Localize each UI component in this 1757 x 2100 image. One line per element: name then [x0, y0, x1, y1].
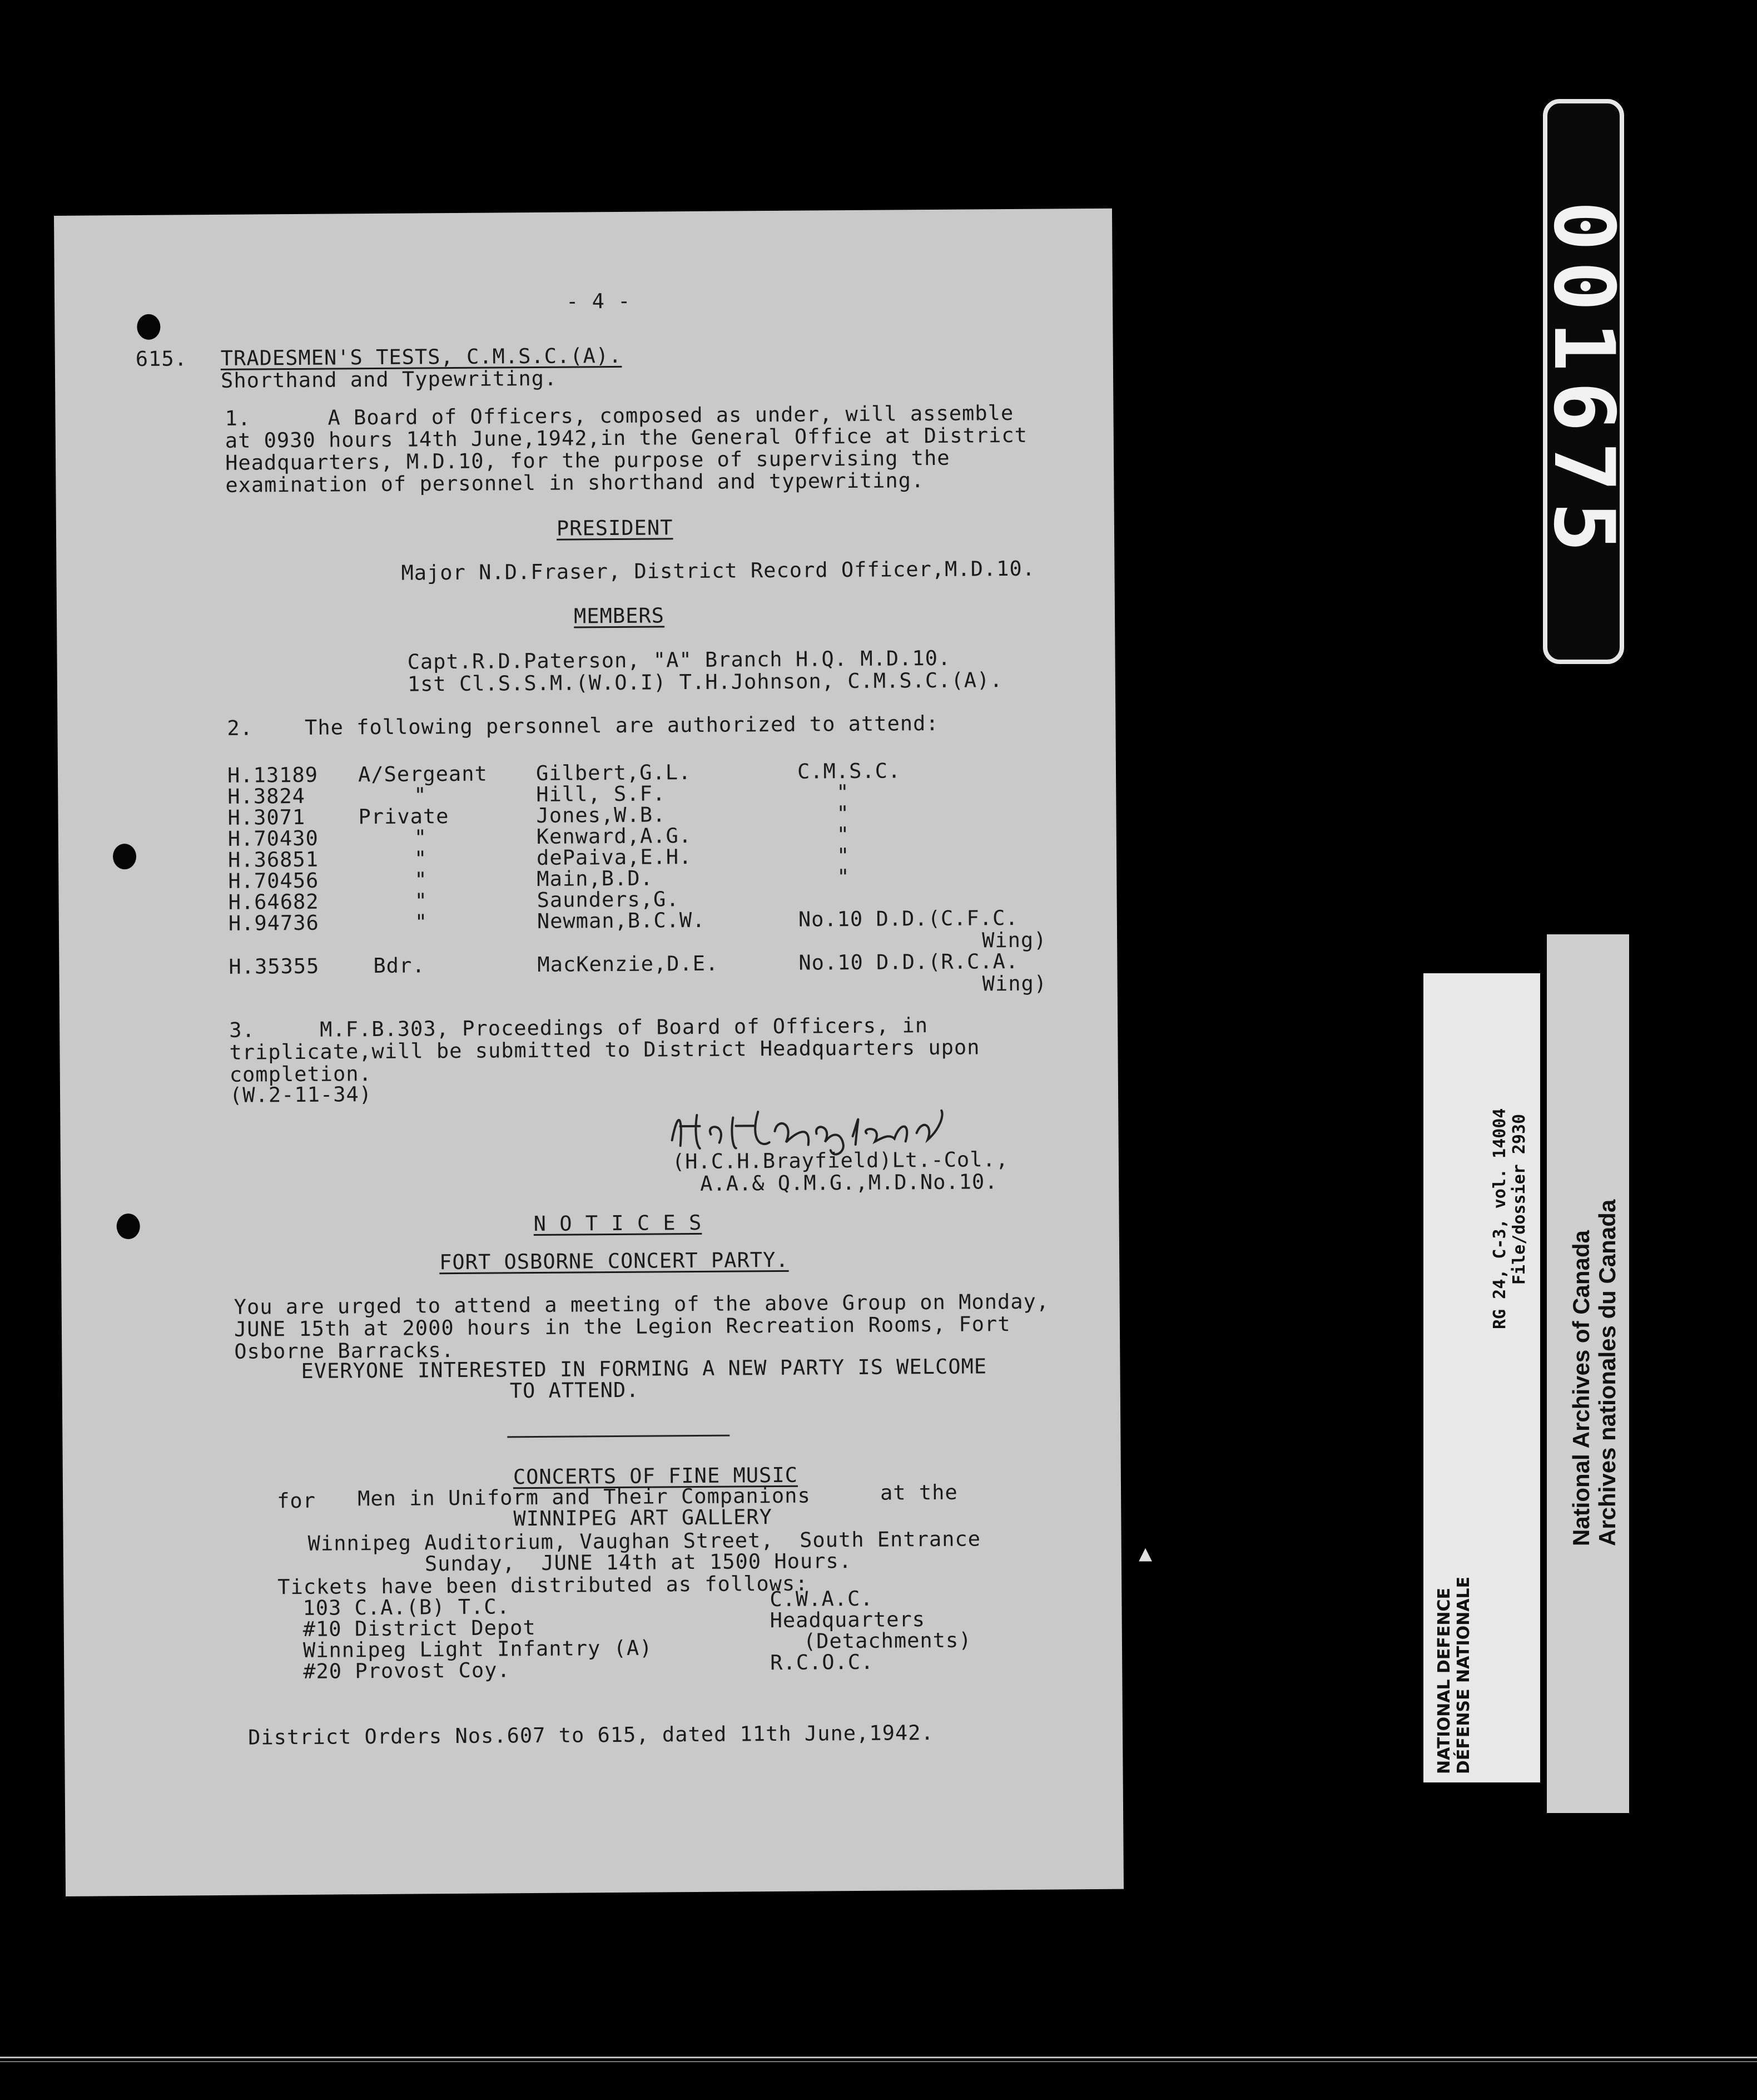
member-line: Capt.R.D.Paterson, "A" Branch H.Q. M.D.10. [407, 646, 951, 674]
frame-number-badge [1535, 99, 1632, 664]
party-line: You are urged to attend a meeting of the above Group on Monday, [234, 1289, 1050, 1319]
personnel-unit-cont: Wing) [982, 971, 1048, 996]
personnel-unit: C.M.S.C. [797, 759, 901, 784]
members-heading: MEMBERS [573, 603, 665, 628]
personnel-name: Jones,W.B. [536, 803, 666, 828]
personnel-number: H.3824 [227, 784, 306, 809]
tickets-right: C.W.A.C. [770, 1586, 873, 1612]
personnel-rank: " [414, 868, 428, 892]
personnel-unit: " [836, 801, 850, 826]
tickets-left: 103 C.A.(B) T.C. [302, 1594, 510, 1620]
personnel-unit: " [836, 844, 850, 868]
defence-line: DÉFENSE NATIONALE [1454, 1576, 1473, 1774]
personnel-rank: " [414, 825, 428, 850]
party-welcome: TO ATTEND. [509, 1378, 639, 1403]
punch-hole [117, 1214, 140, 1239]
film-edge-line [0, 2057, 1757, 2058]
member-line: 1st Cl.S.S.M.(W.O.I) T.H.Johnson, C.M.S.C.(A). [407, 668, 1003, 696]
tickets-right: R.C.O.C. [770, 1650, 874, 1675]
document-page [54, 209, 1124, 1896]
tickets-left: #10 District Depot [302, 1616, 536, 1641]
personnel-number: H.13189 [227, 762, 319, 788]
concert-at: at the [880, 1480, 958, 1505]
archives-line: Archives nationales du Canada [1594, 1199, 1620, 1546]
defence-line: NATIONAL DEFENCE [1435, 1587, 1454, 1774]
frame-number: 001675 [1535, 201, 1632, 562]
para3-line: 3. M.F.B.303, Proceedings of Board of Officers, in [229, 1013, 929, 1042]
national-archives-label [1547, 934, 1629, 1813]
personnel-number: H.64682 [228, 889, 319, 914]
para1-number: 1. [225, 406, 251, 430]
personnel-unit: " [836, 823, 850, 847]
personnel-rank: " [414, 846, 428, 871]
personnel-number: H.3071 [227, 805, 306, 830]
signatory-line: A.A.& Q.M.G.,M.D.No.10. [700, 1170, 998, 1196]
film-edge-line [0, 2061, 1757, 2062]
personnel-name: Main,B.D. [537, 866, 653, 891]
personnel-number: H.70456 [228, 868, 319, 893]
tickets-left: Winnipeg Light Infantry (A) [302, 1636, 653, 1662]
para1-line: Headquarters, M.D.10, for the purpose of supervising the [225, 445, 950, 475]
president-heading: PRESIDENT [556, 516, 673, 541]
president-name: Major N.D.Fraser, District Record Officer,M.D.10. [401, 556, 1036, 585]
personnel-unit: " [837, 865, 850, 889]
personnel-number: H.36851 [227, 847, 319, 872]
personnel-name: Newman,B.C.W. [537, 908, 706, 933]
personnel-unit: No.10 D.D.(C.F.C. [798, 905, 1019, 932]
para2: 2. The following personnel are authorized to attend: [227, 711, 939, 740]
personnel-unit-cont: Wing) [981, 928, 1047, 953]
national-defence-label [1423, 973, 1540, 1782]
personnel-name: MacKenzie,D.E. [537, 951, 719, 977]
tickets-right: (Detachments) [803, 1628, 972, 1653]
party-welcome: EVERYONE INTERESTED IN FORMING A NEW PARTY IS WELCOME [301, 1354, 987, 1383]
order-number: 615. [135, 346, 188, 371]
personnel-unit: No.10 D.D.(R.C.A. [798, 949, 1019, 975]
party-heading: FORT OSBORNE CONCERT PARTY. [439, 1247, 789, 1275]
personnel-name: Saunders,G. [537, 887, 679, 912]
archives-line: National Archives of Canada [1568, 1230, 1594, 1546]
personnel-name: Gilbert,G.L. [535, 760, 692, 785]
footer-line: District Orders Nos.607 to 615, dated 11th June,1942. [247, 1721, 934, 1750]
personnel-rank: A/Sergeant [358, 761, 488, 787]
scan-mark-icon: ▲ [1139, 1541, 1153, 1566]
concert-line: Winnipeg Auditorium, Vaughan Street, South Entrance [307, 1527, 981, 1556]
notices-heading: N O T I C E S [533, 1210, 702, 1236]
personnel-rank: Private [358, 804, 449, 829]
para3-line: (W.2-11-34) [229, 1082, 373, 1107]
concert-for: for [276, 1488, 316, 1513]
para1-line: examination of personnel in shorthand and typewriting. [225, 468, 925, 497]
page-number: - 4 - [565, 289, 631, 314]
signatory-line: (H.C.H.Brayfield)Lt.-Col., [672, 1147, 1009, 1174]
personnel-rank: " [414, 910, 428, 934]
reference-line: RG 24, C-3, vol. 14004 [1490, 1108, 1510, 1329]
personnel-name: Kenward,A.G. [536, 824, 692, 849]
personnel-rank: " [414, 889, 428, 913]
tickets-left: #20 Provost Coy. [303, 1658, 510, 1683]
personnel-name: dePaiva,E.H. [536, 845, 692, 870]
section-divider [507, 1435, 729, 1438]
para3-line: triplicate,will be submitted to District Headquarters upon [229, 1035, 980, 1064]
para1-line: at 0930 hours 14th June,1942,in the General Office at District [225, 423, 1028, 453]
party-line: JUNE 15th at 2000 hours in the Legion Recreation Rooms, Fort [234, 1312, 1011, 1341]
order-subtitle: Shorthand and Typewriting. [220, 366, 558, 393]
tickets-intro: Tickets have been distributed as follows: [277, 1571, 808, 1599]
tickets-right: Headquarters [770, 1607, 926, 1633]
personnel-rank: " [414, 783, 427, 808]
para3-line: completion. [229, 1062, 372, 1087]
punch-hole [137, 314, 160, 340]
party-line: Osborne Barracks. [234, 1338, 455, 1364]
punch-hole [113, 844, 136, 869]
personnel-number: H.35355 [229, 954, 320, 979]
concert-line: WINNIPEG ART GALLERY [513, 1505, 773, 1531]
reference-line: File/dossier 2930 [1510, 1113, 1529, 1285]
para1-line: A Board of Officers, composed as under, will assemble [327, 400, 1014, 430]
personnel-unit: " [836, 780, 850, 805]
concert-heading: CONCERTS OF FINE MUSIC [513, 1463, 798, 1489]
concert-line: Men in Uniform and Their Companions [357, 1483, 811, 1511]
personnel-name: Hill, S.F. [536, 781, 666, 806]
personnel-number: H.94736 [228, 910, 319, 935]
personnel-rank: Bdr. [373, 953, 425, 978]
personnel-number: H.70430 [227, 826, 319, 851]
concert-line: Sunday, JUNE 14th at 1500 Hours. [424, 1549, 852, 1576]
order-title: TRADESMEN'S TESTS, C.M.S.C.(A). [220, 343, 622, 370]
